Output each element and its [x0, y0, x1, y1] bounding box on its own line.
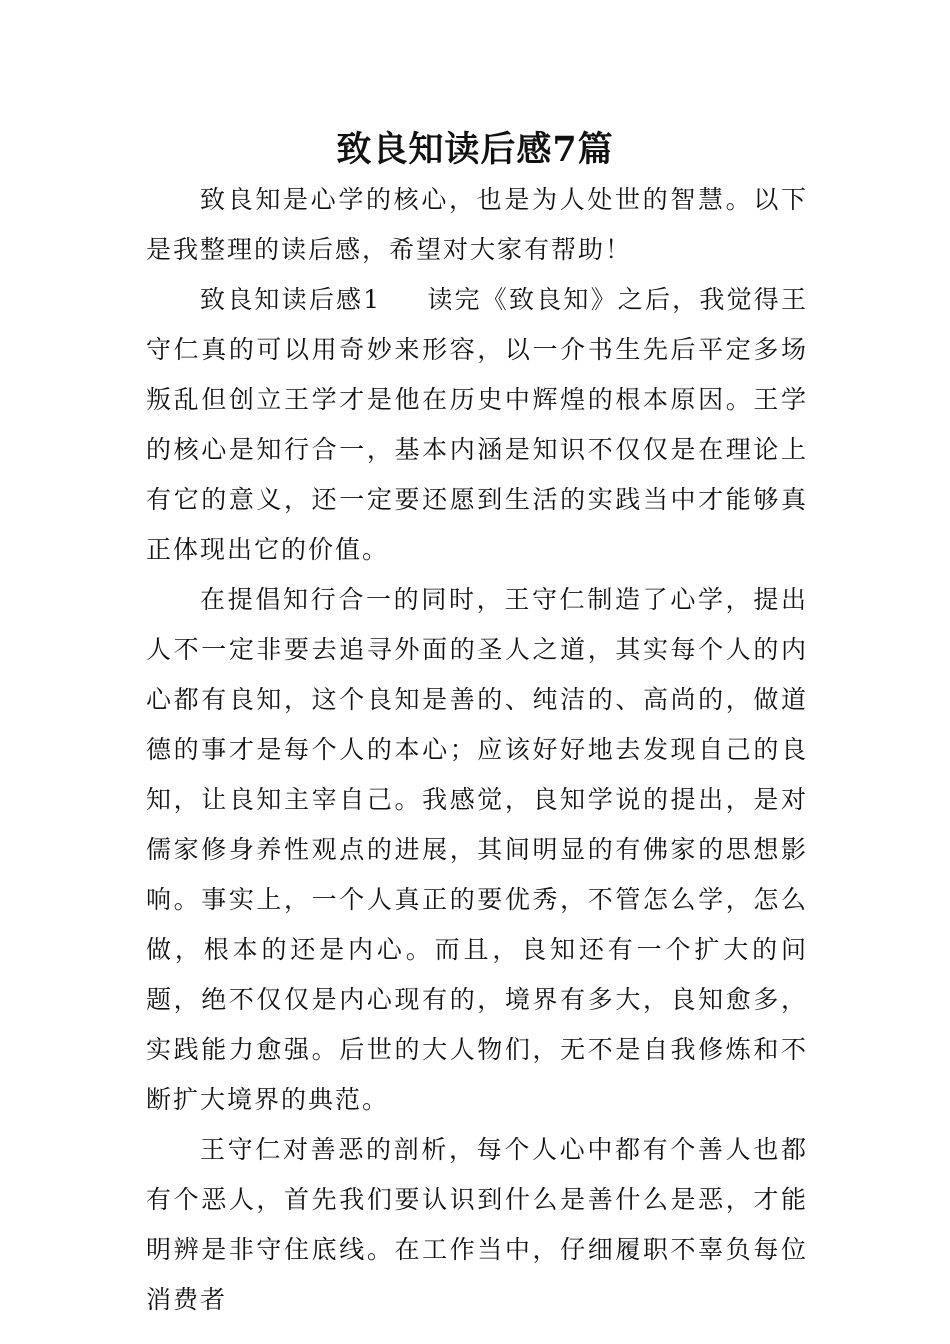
paragraph-intro: 致良知是心学的核心，也是为人处世的智慧。以下是我整理的读后感，希望对大家有帮助！ — [146, 185, 808, 264]
document-body — [146, 175, 808, 1325]
essay-heading: 致良知读后感1 — [200, 285, 382, 314]
essay-text: 读完《致良知》之后，我觉得王守仁真的可以用奇妙来形容，以一介书生先后平定多场叛乱但创立王学才是他在历史中辉煌的根本原因。王学的核心是知行合一，基本内涵是知识不仅仅是在理论上有它的意义，还一定要还愿到生活的实践当中才能够真正体现出它的价值。 — [146, 285, 808, 564]
paragraph-essay1-first — [146, 275, 808, 575]
paragraph-essay1-third: 王守仁对善恶的剖析，每个人心中都有个善人也都有个恶人，首先我们要认识到什么是善什么是恶，才能明辨是非守住底线。在工作当中，仔细履职不辜负每位消费者 — [146, 1135, 808, 1314]
document-title: 致良知读后感7篇 — [336, 129, 614, 170]
paragraph-essay1-second: 在提倡知行合一的同时，王守仁制造了心学，提出人不一定非要去追寻外面的圣人之道，其实每个人的内心都有良知，这个良知是善的、纯洁的、高尚的，做道德的事才是每个人的本心；应该好好地去发现自己的良知，让良知主宰自己。我感觉，良知学说的提出，是对儒家修身养性观点的进展，其间明显的有佛家的思想影响。事实上，一个人真正的要优秀，不管怎么学，怎么做，根本的还是内心。而且，良知还有一个扩大的问题，绝不仅仅是内心现有的，境界有多大，良知愈多，实践能力愈强。后世的大人物们，无不是自我修炼和不断扩大境界的典范。 — [146, 585, 808, 1114]
